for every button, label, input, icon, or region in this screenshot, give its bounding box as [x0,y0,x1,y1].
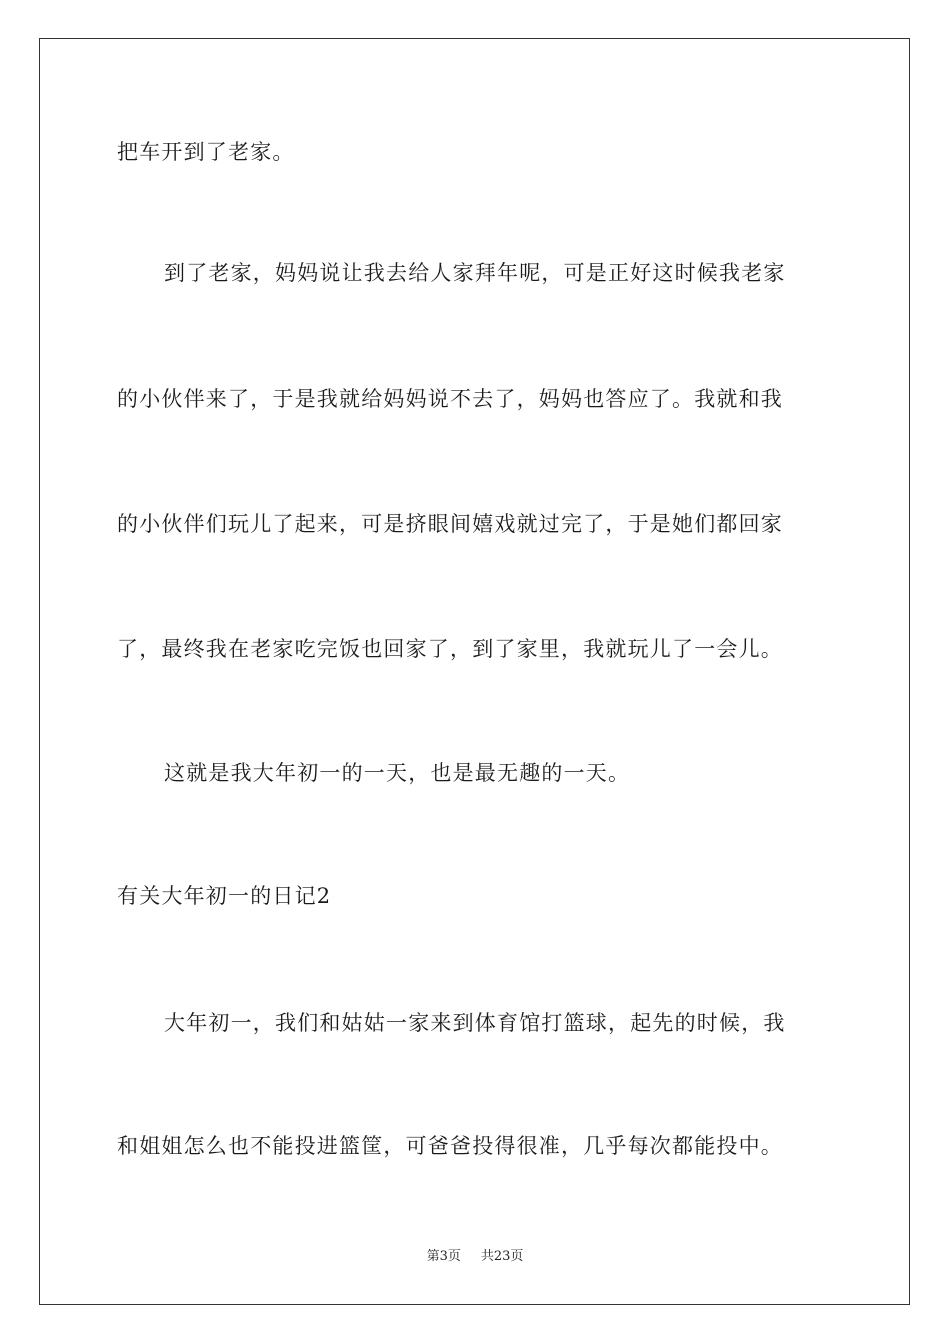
paragraph-line: 到了老家，妈妈说让我去给人家拜年呢，可是正好这时候我老家 [164,261,786,285]
page-footer [0,1248,950,1266]
paragraph-line: 这就是我大年初一的一天，也是最无趣的一天。 [164,761,631,785]
page-number: 第3页 [426,1249,461,1264]
paragraph-line: 的小伙伴来了，于是我就给妈妈说不去了，妈妈也答应了。我就和我 [117,387,783,411]
paragraph-line: 了，最终我在老家吃完饭也回家了，到了家里，我就玩儿了一会儿。 [117,637,783,661]
total-pages: 共23页 [480,1249,524,1264]
paragraph-line: 大年初一，我们和姑姑一家来到体育馆打篮球，起先的时候，我 [164,1011,786,1035]
paragraph-line: 把车开到了老家。 [117,140,295,164]
page-border [39,38,910,1305]
paragraph-line: 和姐姐怎么也不能投进篮筐，可爸爸投得很准，几乎每次都能投中。 [117,1134,783,1158]
section-heading: 有关大年初一的日记2 [117,884,332,908]
paragraph-line: 的小伙伴们玩儿了起来，可是挤眼间嬉戏就过完了，于是她们都回家 [117,512,783,536]
